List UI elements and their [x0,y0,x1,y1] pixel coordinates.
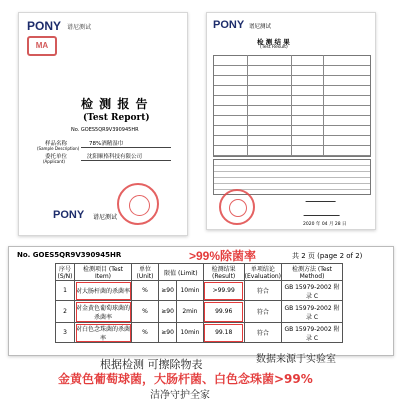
sample-label: 样品名称 [45,141,68,147]
cell-limit: ≥90 [159,323,177,343]
cell-unit: % [132,323,159,343]
cell-result: 99.96 [203,301,244,323]
caption-slogan: 洁净守护全家 [150,390,210,401]
official-seal [219,189,255,225]
cell-unit: % [132,281,159,301]
cell-item: 对大肠杆菌的杀菌率 [75,281,132,301]
cell-eval: 符合 [244,281,281,301]
report-number: No. GOES5QR9V390945HR [17,251,122,259]
official-seal [117,183,159,225]
cell-result: 99.18 [203,323,244,343]
col-item: 检测项目 (Test Item) [75,264,132,281]
report-number: No. GOES5QR9V390945HR [71,127,139,133]
info-table-col-3 [323,55,324,155]
pony-logo: PONY [213,19,245,31]
result-title-en: (Test Result) [260,45,288,50]
sample-value: 78%酒精湿巾 [89,141,124,147]
info-table-col-1 [247,55,248,155]
applicant-label: 委托单位 [45,154,68,160]
removal-rate-overlay: >99%除菌率 [189,249,257,263]
info-table [213,55,371,157]
footer-logo-cn: 谱尼测试 [93,214,118,221]
col-limit: 限值 (Limit) [159,264,204,281]
cell-method: GB 15979-2002 附录 C [282,281,343,301]
caption-right: 数据来源于实验室 [256,354,336,365]
cell-unit: % [132,301,159,323]
cell-method: GB 15979-2002 附录 C [282,301,343,323]
result-table [55,263,343,343]
table-row [56,323,343,343]
pony-logo: PONY [27,19,62,33]
page-number: 共 2 页 (page 2 of 2) [292,252,363,260]
cma-mark: MA [27,36,57,56]
footer-logo: PONY [53,209,85,221]
cell-limit: ≥90 [159,281,177,301]
cell-eval: 符合 [244,301,281,323]
result-title-cn: 检 测 结 果 [257,38,290,46]
applicant-value: 沈阳顺格科技有限公司 [87,154,143,160]
info-table-col-2 [291,55,292,155]
cell-item: 对金黄色葡萄球菌的杀菌率 [75,301,132,323]
col-eval: 单项结论 (Evaluation) [244,264,281,281]
cell-method: GB 15979-2002 附录 C [282,323,343,343]
caption-highlight: 金黄色葡萄球菌，大肠杆菌、白色念珠菌>99% [58,372,313,386]
cell-sn: 3 [56,323,75,343]
cell-limit: ≥90 [159,301,177,323]
cell-item: 对白色念珠菌的杀菌率 [75,323,132,343]
sample-label-en: (Sample Description) [37,146,80,151]
col-unit: 单位 (Unit) [132,264,159,281]
cell-time: 10min [177,281,204,301]
cell-sn: 2 [56,301,75,323]
table-row [56,281,343,301]
signature-2 [303,209,342,216]
cell-sn: 1 [56,281,75,301]
caption-left: 根据检测 可擦除物表 [100,358,203,371]
signature-1 [305,195,338,202]
result-table-page [8,246,394,356]
result-page [206,12,376,230]
col-result: 检测结果 (Result) [203,264,244,281]
report-date: 2020 年 04 月 28 日 [303,222,347,227]
col-method: 检测方法 (Test Method) [282,264,343,281]
applicant-label-en: (Applicant) [43,159,65,164]
table-row [56,301,343,323]
report-cover [18,12,188,236]
cell-result: >99.99 [203,281,244,301]
cell-eval: 符合 [244,323,281,343]
cell-time: 10min [177,323,204,343]
pony-logo-cn: 谱尼测试 [249,24,272,30]
cell-time: 2min [177,301,204,323]
report-title-cn: 检 测 报 告 [81,97,149,111]
col-sn: 序号 (S/N) [56,264,75,281]
report-title-en: (Test Report) [83,113,150,123]
pony-logo-cn: 谱尼测试 [67,24,92,31]
